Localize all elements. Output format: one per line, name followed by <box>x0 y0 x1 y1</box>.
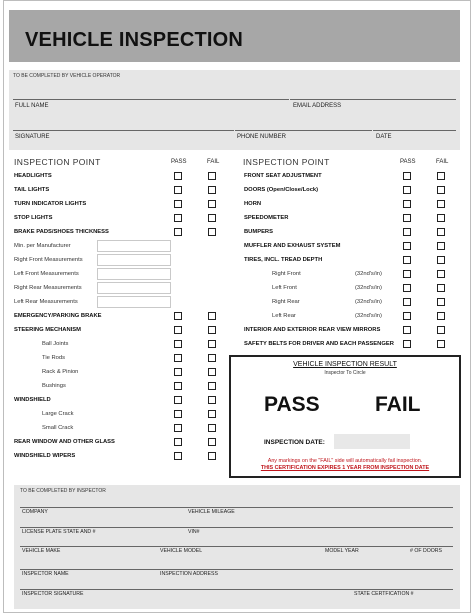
license-plate-label: LICENSE PLATE STATE AND # <box>22 529 96 535</box>
right-item-label: SPEEDOMETER <box>244 215 289 221</box>
vehicle-make-label: VEHICLE MAKE <box>22 548 61 554</box>
fail-checkbox[interactable] <box>208 382 216 390</box>
pass-checkbox[interactable] <box>403 312 411 320</box>
phone-label: PHONE NUMBER <box>237 134 287 140</box>
fail-checkbox[interactable] <box>437 312 445 320</box>
fail-checkbox[interactable] <box>208 396 216 404</box>
vin-field[interactable] <box>186 527 453 528</box>
result-pass-option[interactable]: PASS <box>264 393 320 416</box>
result-subtitle: Inspector To Circle <box>324 370 366 376</box>
pass-checkbox[interactable] <box>174 438 182 446</box>
left-item-label: EMERGENCY/PARKING BRAKE <box>14 313 102 319</box>
mileage-field[interactable] <box>186 507 453 508</box>
right-item-label: MUFFLER AND EXHAUST SYSTEM <box>244 243 341 249</box>
model-year-label: MODEL YEAR <box>325 548 359 554</box>
right-item-label: DOORS (Open/Close/Lock) <box>244 187 319 193</box>
fail-checkbox[interactable] <box>208 228 216 236</box>
left-item-label: STEERING MECHANISM <box>14 327 81 333</box>
license-plate-field[interactable] <box>20 527 186 528</box>
vehicle-model-field[interactable] <box>158 546 323 547</box>
right-item-label: FRONT SEAT ADJUSTMENT <box>244 173 322 179</box>
right-inspection-point-heading: INSPECTION POINT <box>243 157 330 167</box>
pass-checkbox[interactable] <box>403 340 411 348</box>
left-fail-heading: FAIL <box>207 159 220 165</box>
fail-checkbox[interactable] <box>437 186 445 194</box>
right-front-measurement-input[interactable] <box>97 254 171 266</box>
email-label: EMAIL ADDRESS <box>293 103 342 109</box>
operator-section <box>9 70 460 150</box>
left-item-label: STOP LIGHTS <box>14 215 53 221</box>
right-fail-heading: FAIL <box>436 159 449 165</box>
pass-checkbox[interactable] <box>174 382 182 390</box>
measurement-label: Left Front Measurements <box>14 271 79 277</box>
pass-checkbox[interactable] <box>403 200 411 208</box>
pass-checkbox[interactable] <box>403 256 411 264</box>
left-subitem-label: Ball Joints <box>42 341 69 347</box>
full-name-label: FULL NAME <box>15 103 49 109</box>
fail-checkbox[interactable] <box>208 172 216 180</box>
left-item-label: REAR WINDOW AND OTHER GLASS <box>14 439 115 445</box>
left-front-measurement-input[interactable] <box>97 268 171 280</box>
left-rear-measurement-input[interactable] <box>97 296 171 308</box>
email-field[interactable] <box>290 99 456 100</box>
fail-checkbox[interactable] <box>437 228 445 236</box>
pass-checkbox[interactable] <box>403 186 411 194</box>
pass-checkbox[interactable] <box>403 242 411 250</box>
fail-checkbox[interactable] <box>208 326 216 334</box>
result-fail-option[interactable]: FAIL <box>375 393 421 416</box>
fail-checkbox[interactable] <box>208 410 216 418</box>
vin-label: VIN# <box>188 529 200 535</box>
tire-position-label: Left Rear <box>272 313 296 319</box>
left-item-label: BRAKE PADS/SHOES THICKNESS <box>14 229 109 235</box>
measurement-label: Right Front Measurements <box>14 257 83 263</box>
inspector-signature-field[interactable] <box>20 589 352 590</box>
inspector-name-field[interactable] <box>20 569 158 570</box>
doors-label: # OF DOORS <box>410 548 442 554</box>
pass-checkbox[interactable] <box>403 270 411 278</box>
pass-checkbox[interactable] <box>174 424 182 432</box>
page-title: VEHICLE INSPECTION <box>25 29 244 51</box>
pass-checkbox[interactable] <box>403 228 411 236</box>
pass-checkbox[interactable] <box>403 214 411 222</box>
tire-position-label: Right Rear <box>272 299 300 305</box>
model-year-field[interactable] <box>323 546 408 547</box>
left-item-label: HEADLIGHTS <box>14 173 52 179</box>
fail-checkbox[interactable] <box>208 368 216 376</box>
vehicle-make-field[interactable] <box>20 546 158 547</box>
full-name-field[interactable] <box>13 99 289 100</box>
fail-checkbox[interactable] <box>208 424 216 432</box>
signature-label: SIGNATURE <box>15 134 50 140</box>
fail-warning-text: Any markings on the "FAIL" side will automatically fail inspection. <box>267 458 423 464</box>
signature-field[interactable] <box>13 130 234 131</box>
inspection-address-field[interactable] <box>158 569 453 570</box>
pass-checkbox[interactable] <box>174 452 182 460</box>
fail-checkbox[interactable] <box>437 340 445 348</box>
min-manufacturer-input[interactable] <box>97 240 171 252</box>
fail-checkbox[interactable] <box>208 354 216 362</box>
company-label: COMPANY <box>22 509 48 515</box>
fail-checkbox[interactable] <box>437 256 445 264</box>
fail-checkbox[interactable] <box>437 284 445 292</box>
right-pass-heading: PASS <box>400 159 416 165</box>
fail-checkbox[interactable] <box>208 200 216 208</box>
tread-unit-label: (32nd's/in) <box>355 313 382 319</box>
measurement-label: Left Rear Measurements <box>14 299 78 305</box>
right-item-label: INTERIOR AND EXTERIOR REAR VIEW MIRRORS <box>244 327 381 333</box>
left-pass-heading: PASS <box>171 159 187 165</box>
pass-checkbox[interactable] <box>403 326 411 334</box>
phone-field[interactable] <box>235 130 372 131</box>
result-title: VEHICLE INSPECTION RESULT <box>293 361 397 368</box>
left-subitem-label: Tie Rods <box>42 355 65 361</box>
inspection-address-label: INSPECTION ADDRESS <box>160 571 218 577</box>
fail-checkbox[interactable] <box>437 298 445 306</box>
fail-checkbox[interactable] <box>208 452 216 460</box>
title-banner <box>9 10 460 62</box>
left-subitem-label: Small Crack <box>42 425 74 431</box>
inspector-section <box>14 485 460 609</box>
fail-checkbox[interactable] <box>437 172 445 180</box>
fail-checkbox[interactable] <box>437 242 445 250</box>
operator-section-heading: TO BE COMPLETED BY VEHICLE OPERATOR <box>13 73 121 79</box>
pass-checkbox[interactable] <box>174 172 182 180</box>
left-inspection-point-heading: INSPECTION POINT <box>14 157 101 167</box>
pass-checkbox[interactable] <box>403 298 411 306</box>
pass-checkbox[interactable] <box>174 186 182 194</box>
fail-checkbox[interactable] <box>208 312 216 320</box>
fail-checkbox[interactable] <box>208 340 216 348</box>
expiry-notice: THIS CERTIFICATION EXPIRES 1 YEAR FROM INSPECTION DATE <box>260 465 430 471</box>
state-certification-label: STATE CERTFICATION # <box>354 591 414 597</box>
company-field[interactable] <box>20 507 186 508</box>
pass-checkbox[interactable] <box>174 396 182 404</box>
mileage-label: VEHICLE MILEAGE <box>188 509 235 515</box>
pass-checkbox[interactable] <box>403 284 411 292</box>
measurement-label: Min. per Manufacturer <box>14 243 71 249</box>
pass-checkbox[interactable] <box>174 410 182 418</box>
date-label: DATE <box>376 134 392 140</box>
right-item-label: BUMPERS <box>244 229 273 235</box>
pass-checkbox[interactable] <box>174 312 182 320</box>
pass-checkbox[interactable] <box>174 228 182 236</box>
pass-checkbox[interactable] <box>174 340 182 348</box>
state-certification-field[interactable] <box>352 589 453 590</box>
pass-checkbox[interactable] <box>174 354 182 362</box>
fail-checkbox[interactable] <box>437 214 445 222</box>
tread-unit-label: (32nd's/in) <box>355 271 382 277</box>
fail-checkbox[interactable] <box>208 186 216 194</box>
tread-unit-label: (32nd's/in) <box>355 299 382 305</box>
inspection-result-box <box>229 355 461 478</box>
tire-position-label: Left Front <box>272 285 297 291</box>
pass-checkbox[interactable] <box>174 200 182 208</box>
inspector-signature-label: INSPECTOR SIGNATURE <box>22 591 84 597</box>
inspector-name-label: INSPECTOR NAME <box>22 571 69 577</box>
left-item-label: TURN INDICATOR LIGHTS <box>14 201 87 207</box>
inspection-date-label: INSPECTION DATE: <box>264 439 325 446</box>
right-item-label: HORN <box>244 201 262 207</box>
tread-unit-label: (32nd's/in) <box>355 285 382 291</box>
left-subitem-label: Bushings <box>42 383 66 389</box>
fail-checkbox[interactable] <box>208 438 216 446</box>
vehicle-model-label: VEHICLE MODEL <box>160 548 203 554</box>
fail-checkbox[interactable] <box>437 200 445 208</box>
pass-checkbox[interactable] <box>403 172 411 180</box>
left-subitem-label: Large Crack <box>42 411 74 417</box>
doors-field[interactable] <box>408 546 453 547</box>
date-field[interactable] <box>373 130 456 131</box>
left-item-label: TAIL LIGHTS <box>14 187 50 193</box>
right-rear-measurement-input[interactable] <box>97 282 171 294</box>
pass-checkbox[interactable] <box>174 368 182 376</box>
right-item-label: TIRES, INCL. TREAD DEPTH <box>244 257 323 263</box>
pass-checkbox[interactable] <box>174 214 182 222</box>
left-subitem-label: Rack & Pinion <box>42 369 79 375</box>
left-item-label: WINDSHIELD <box>14 397 51 403</box>
fail-checkbox[interactable] <box>437 270 445 278</box>
inspector-section-heading: TO BE COMPLETED BY INSPECTOR <box>20 488 106 494</box>
inspection-date-input[interactable] <box>334 434 410 449</box>
measurement-label: Right Rear Measurements <box>14 285 82 291</box>
fail-checkbox[interactable] <box>208 214 216 222</box>
right-item-label: SAFETY BELTS FOR DRIVER AND EACH PASSENGER <box>244 341 394 347</box>
tire-position-label: Right Front <box>272 271 301 277</box>
fail-checkbox[interactable] <box>437 326 445 334</box>
left-item-label: WINDSHIELD WIPERS <box>14 453 76 459</box>
pass-checkbox[interactable] <box>174 326 182 334</box>
